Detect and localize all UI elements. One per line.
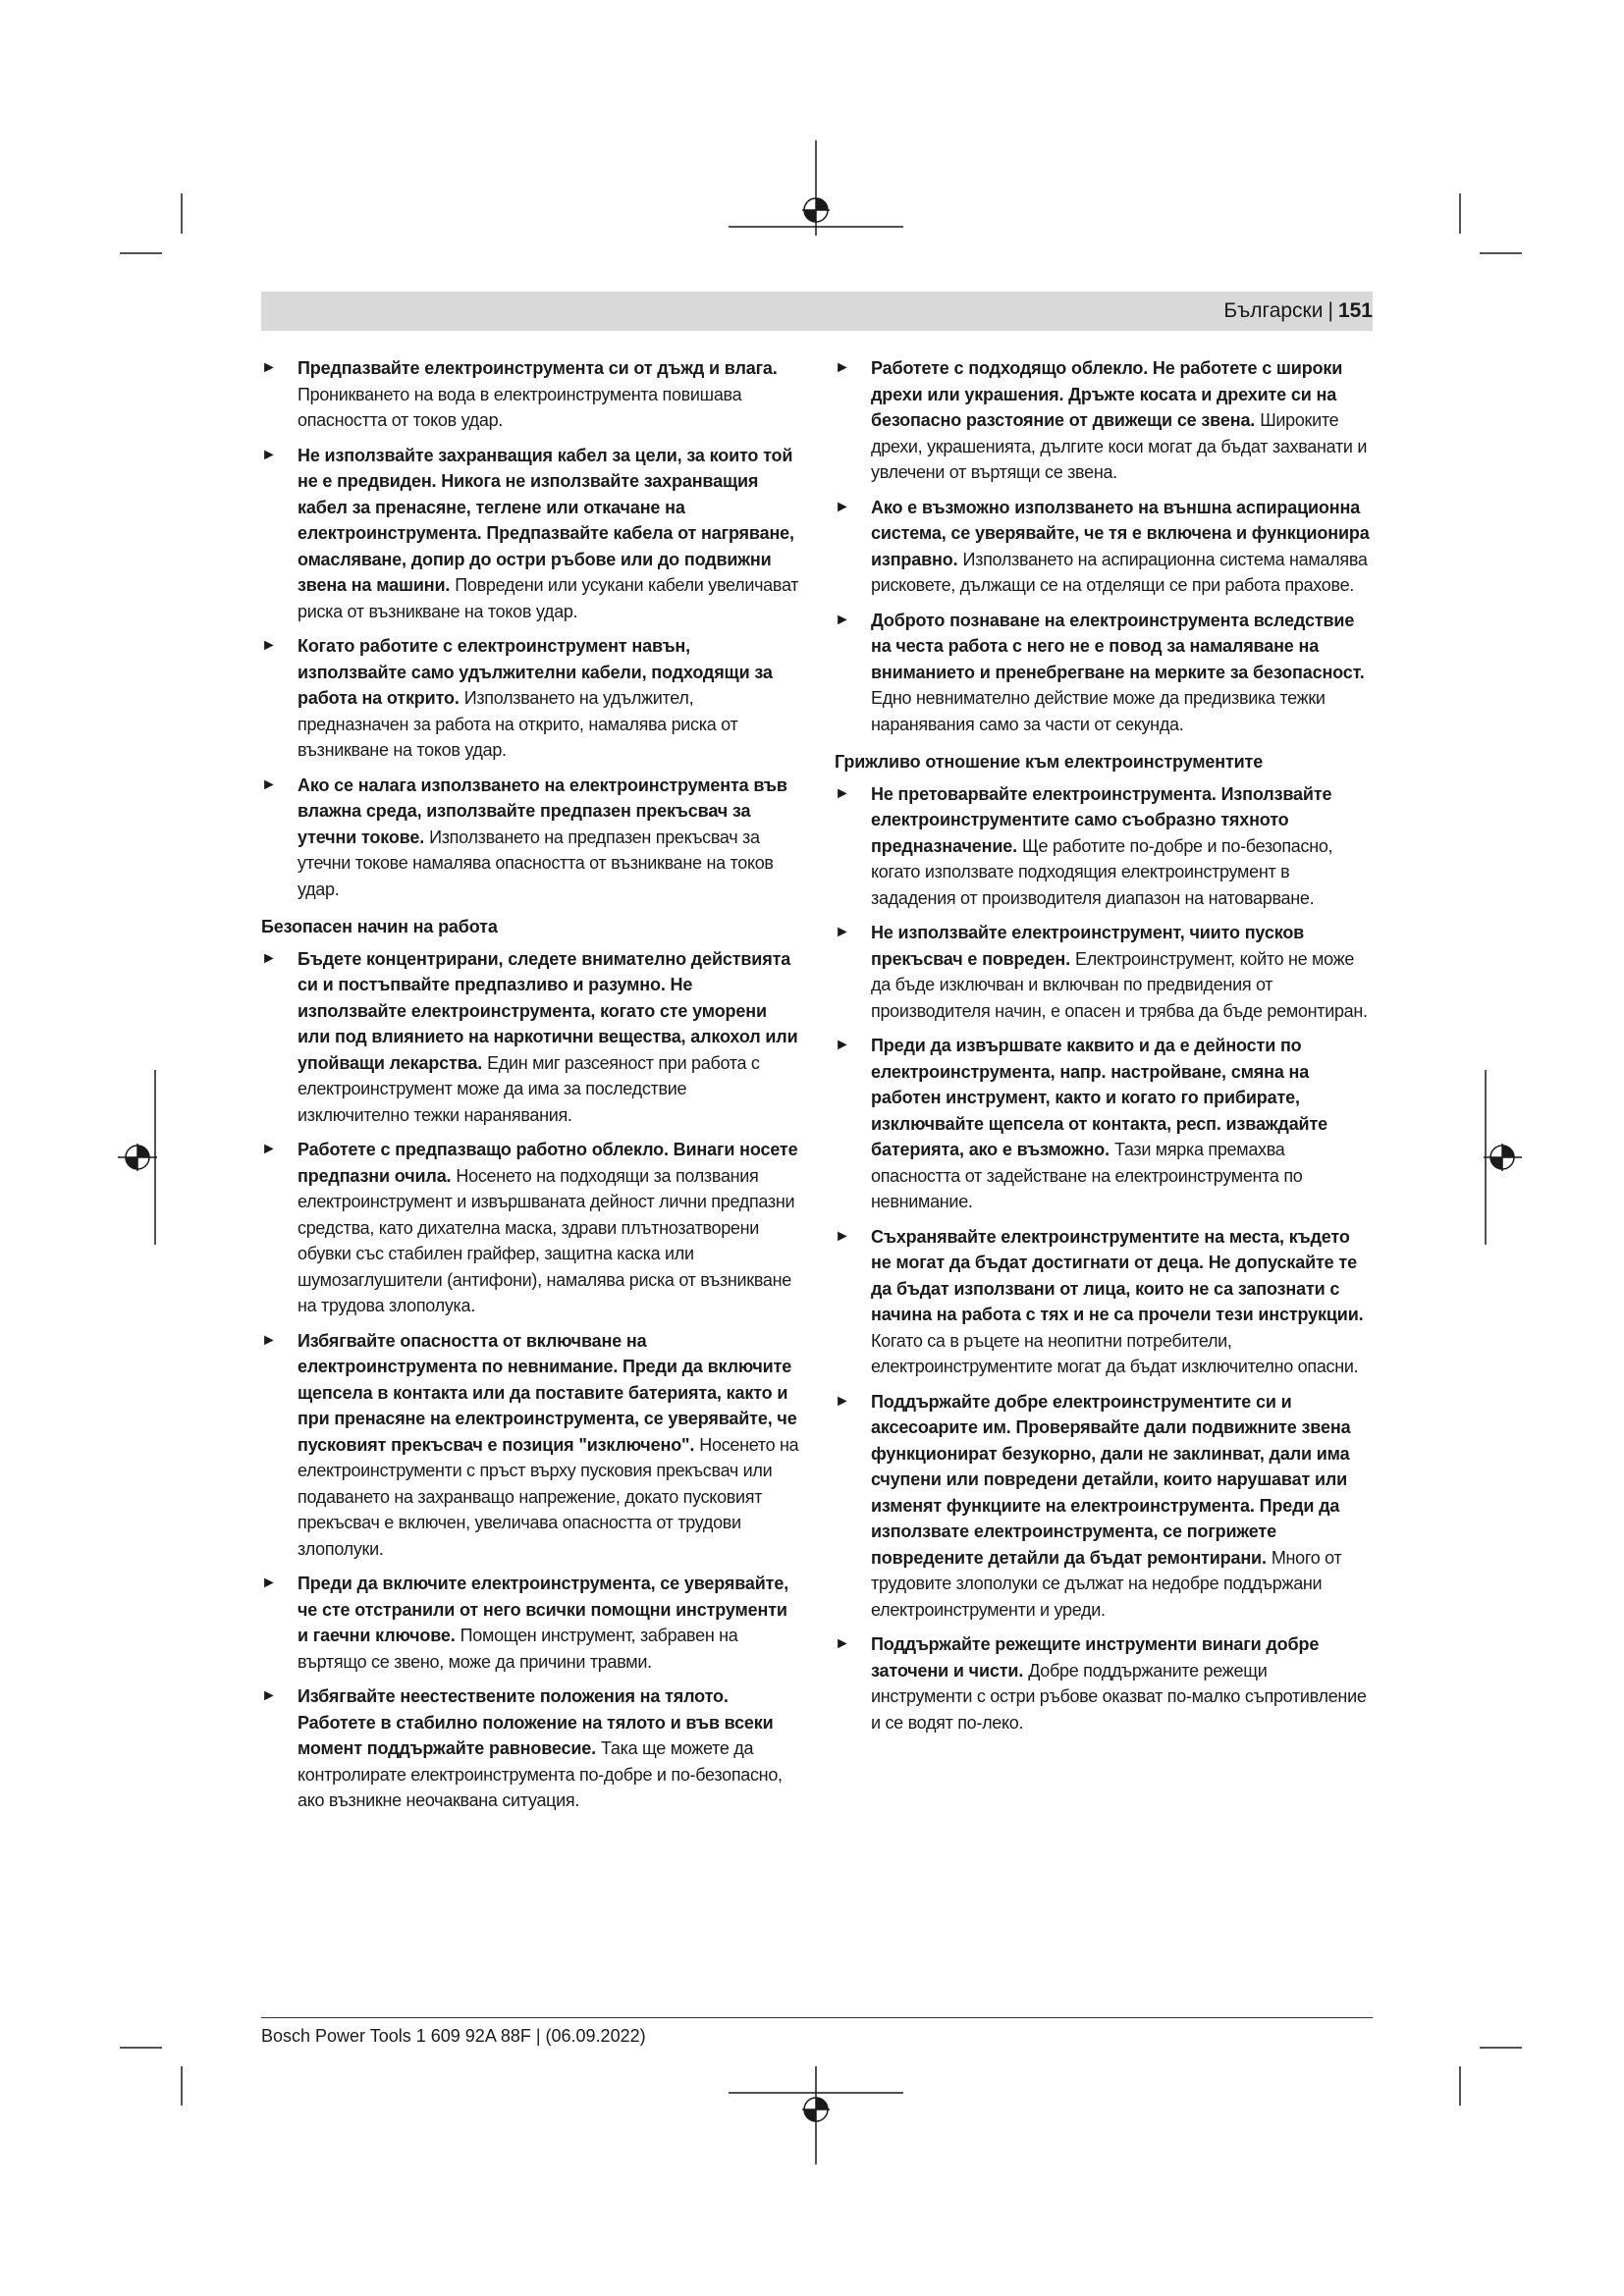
- bullet-arrow-icon: ►: [835, 784, 850, 802]
- instruction-explanation-text: Носенето на подходящи за ползвания електроинструмент и извършваната дейност лични предпазни средства, като дихателна маска, здрави плътнозатворени обувки със стабилен грайфер, защитна каска или шумозаглушители (антифони), намалява риска от възникване на трудова злополука.: [298, 1165, 795, 1315]
- instruction-explanation-text: Така ще можете да контролирате електроинструмента по-добре и по-безопасно, ако възникне неочаквана ситуация.: [298, 1738, 783, 1810]
- page-number: 151: [1337, 299, 1373, 322]
- safety-instruction-item: [835, 1033, 1373, 1215]
- safety-instruction-item: [835, 920, 1373, 1024]
- footer-rule: [261, 2017, 1373, 2018]
- safety-instruction-item: [261, 355, 799, 434]
- safety-instruction-item: [261, 1571, 799, 1675]
- right-column: [835, 355, 1373, 1744]
- instruction-bold-text: Поддържайте добре електроинструментите си и аксесоарите им. Проверявайте дали подвижните звена функционират безукорно, дали не заклинват, дали има счупени или повредени детайли, които нарушават или изменят функциите на електроинструмента. Преди да използвате електроинструмента, се погрижете повредените детайли да бъдат ремонтирани.: [871, 1391, 1351, 1568]
- bullet-arrow-icon: ►: [835, 611, 850, 628]
- left-column: [261, 355, 799, 1823]
- instruction-explanation-text: Проникването на вода в електроинструмента повишава опасността от токов удар.: [298, 384, 742, 430]
- bullet-arrow-icon: ►: [835, 359, 850, 376]
- bullet-arrow-icon: ►: [261, 446, 277, 463]
- instruction-bold-text: Съхранявайте електроинструментите на места, където не могат да бъдат достигнати от деца. Не допускайте те да бъдат използвани от лица, които не са запознати с начина на работа с тях и не са прочели тези инструкции.: [871, 1226, 1364, 1324]
- instruction-explanation-text: Широките дрехи, украшенията, дългите коси могат да бъдат захванати и увлечени от въртящи се звена.: [871, 410, 1368, 482]
- bullet-arrow-icon: ►: [261, 1575, 277, 1591]
- page-footer: Bosch Power Tools 1 609 92A 88F | (06.09.2022): [261, 2026, 646, 2046]
- instruction-bold-text: Преди да извършвате каквито и да е дейности по електроинструмента, напр. настройване, смяна на работен инструмент, както и когато го прибирате, изключвайте щепсела от контакта, респ. изваждайте батерията, ако е възможно.: [871, 1036, 1327, 1159]
- instruction-explanation-text: Много от трудовите злополуки се дължат на недобре поддържани електроинструменти и уреди.: [871, 1547, 1342, 1620]
- safety-instruction-item: [261, 1328, 799, 1563]
- instruction-explanation-text: Едно невнимателно действие може да предизвика тежки наранявания само за части от секунда.: [871, 688, 1326, 734]
- bullet-arrow-icon: ►: [261, 359, 277, 376]
- instruction-bold-text: Работете с предпазващо работно облекло. Винаги носете предпазни очила.: [298, 1140, 798, 1186]
- instruction-explanation-text: Помощен инструмент, забравен на въртящо се звено, може да причини травми.: [298, 1626, 738, 1672]
- bullet-arrow-icon: ►: [835, 1635, 850, 1652]
- instruction-bold-text: Ако е възможно използването на външна аспирационна система, се уверявайте, че тя е включена и функционира изправно.: [871, 497, 1370, 569]
- safety-instruction-item: [835, 1224, 1373, 1380]
- header-separator: |: [1327, 299, 1333, 322]
- instruction-bold-text: Бъдете концентрирани, следете внимателно действията си и постъпвайте предпазливо и разумно. Не използвайте електроинструмента, когато сте уморени или под влиянието на наркотични вещества, алкохол или упойващи лекарства.: [298, 948, 798, 1073]
- instruction-explanation-text: Използването на удължител, предназначен за работа на открито, намалява риска от възникване на токов удар.: [298, 688, 738, 760]
- bullet-arrow-icon: ►: [835, 1392, 850, 1410]
- safety-instruction-item: [261, 443, 799, 625]
- bullet-arrow-icon: ►: [261, 775, 277, 793]
- instruction-explanation-text: Добре поддържаните режещи инструменти с остри ръбове оказват по-малко съпротивление и се водят по-леко.: [871, 1660, 1367, 1733]
- safety-instruction-item: [835, 1389, 1373, 1624]
- safety-instruction-item: [261, 1137, 799, 1319]
- instruction-explanation-text: Тази мярка премахва опасността от задействане на електроинструмента по невнимание.: [871, 1140, 1303, 1211]
- instruction-bold-text: Когато работите с електроинструмент навън, използвайте само удължителни кабели, подходящи за работа на открито.: [298, 636, 773, 708]
- instruction-bold-text: Не използвайте електроинструмент, чиито пусков прекъсвач е повреден.: [871, 923, 1305, 969]
- safety-instruction-item: [261, 946, 799, 1129]
- instruction-explanation-text: Един миг разсеяност при работа с електроинструмент може да има за последствие изключително тежки наранявания.: [298, 1052, 760, 1125]
- instruction-bold-text: Избягвайте неестествените положения на тялото. Работете в стабилно положение на тялото и във всеки момент поддържайте равновесие.: [298, 1686, 774, 1758]
- section-heading: Грижливо отношение към електроинструментите: [835, 752, 1264, 772]
- instruction-bold-text: Избягвайте опасността от включване на електроинструмента по невнимание. Преди да включите щепсела в контакта или да поставите батерията, както и при пренасяне на електроинструмента, се уверявайте, че пусковият прекъсвач е позиция "изключено".: [298, 1330, 797, 1455]
- instruction-bold-text: Предпазвайте електроинструмента си от дъжд и влага.: [298, 358, 778, 378]
- page-header: [1223, 297, 1373, 325]
- safety-instruction-item: [261, 773, 799, 903]
- bullet-arrow-icon: ►: [835, 1037, 850, 1053]
- header-language: Български: [1223, 299, 1324, 322]
- instruction-bold-text: Работете с подходящо облекло. Не работете с широки дрехи или украшения. Дръжте косата и дрехите си на безопасно разстояние от движещи се звена.: [871, 358, 1343, 430]
- safety-instruction-item: [835, 355, 1373, 486]
- instruction-bold-text: Доброто познаване на електроинструмента вследствие на честа работа с него не е повод за намаляване на вниманието и пренебрегване на мерките за безопасност.: [871, 610, 1365, 682]
- instruction-explanation-text: Ще работите по-добре и по-безопасно, когато използвате подходящия електроинструмент в зададения от производителя диапазон на натоварване.: [871, 835, 1333, 908]
- bullet-arrow-icon: ►: [835, 498, 850, 515]
- bullet-arrow-icon: ►: [261, 1141, 277, 1157]
- header-band: [261, 292, 1373, 331]
- safety-instruction-item: [835, 608, 1373, 738]
- safety-instruction-item: [835, 1631, 1373, 1735]
- instruction-bold-text: Не претоварвайте електроинструмента. Използвайте електроинструментите само съобразно тяхното предназначение.: [871, 783, 1332, 856]
- bullet-arrow-icon: ►: [835, 924, 850, 940]
- safety-instruction-item: [261, 1683, 799, 1814]
- instruction-bold-text: Поддържайте режещите инструменти винаги добре заточени и чисти.: [871, 1634, 1320, 1681]
- safety-instruction-item: [835, 781, 1373, 912]
- bullet-arrow-icon: ►: [261, 1331, 277, 1349]
- bullet-arrow-icon: ►: [261, 637, 277, 654]
- instruction-explanation-text: Повредени или усукани кабели увеличават риска от възникване на токов удар.: [298, 575, 799, 621]
- bullet-arrow-icon: ►: [835, 1227, 850, 1245]
- instruction-explanation-text: Носенето на електроинструменти с пръст върху пусковия прекъсвач или подаването на захранващо напрежение, докато пусковият прекъсвач е включен, увеличава опасността от трудови злополуки.: [298, 1434, 799, 1559]
- instruction-explanation-text: Използването на предпазен прекъсвач за утечни токове намалява опасността от възникване на токов удар.: [298, 827, 774, 899]
- safety-instruction-item: [261, 633, 799, 764]
- instruction-bold-text: Не използвайте захранващия кабел за цели, за които той не е предвиден. Никога не използвайте захранващия кабел за пренасяне, теглене или откачане на електроинструмента. Предпазвайте кабела от нагряване, омасляване, допир до остри ръбове или до подвижни звена на машини.: [298, 445, 794, 595]
- instruction-explanation-text: Когато са в ръцете на неопитни потребители, електроинструментите могат да бъдат изключително опасни.: [871, 1330, 1359, 1376]
- bullet-arrow-icon: ►: [261, 949, 277, 967]
- safety-instruction-item: [835, 495, 1373, 599]
- instruction-explanation-text: Използването на аспирационна система намалява рисковете, дължащи се на отделящи се при работа прахове.: [871, 549, 1368, 595]
- instruction-bold-text: Преди да включите електроинструмента, се уверявайте, че сте отстранили от него всички помощни инструменти и гаечни ключове.: [298, 1574, 789, 1645]
- section-heading: Безопасен начин на работа: [261, 917, 498, 936]
- instruction-bold-text: Ако се налага използването на електроинструмента във влажна среда, използвайте предпазен прекъсвач за утечни токове.: [298, 774, 787, 847]
- instruction-explanation-text: Електроинструмент, който не може да бъде изключван и включван по предвидения от производителя начин, е опасен и трябва да бъде ремонтиран.: [871, 948, 1368, 1021]
- bullet-arrow-icon: ►: [261, 1687, 277, 1704]
